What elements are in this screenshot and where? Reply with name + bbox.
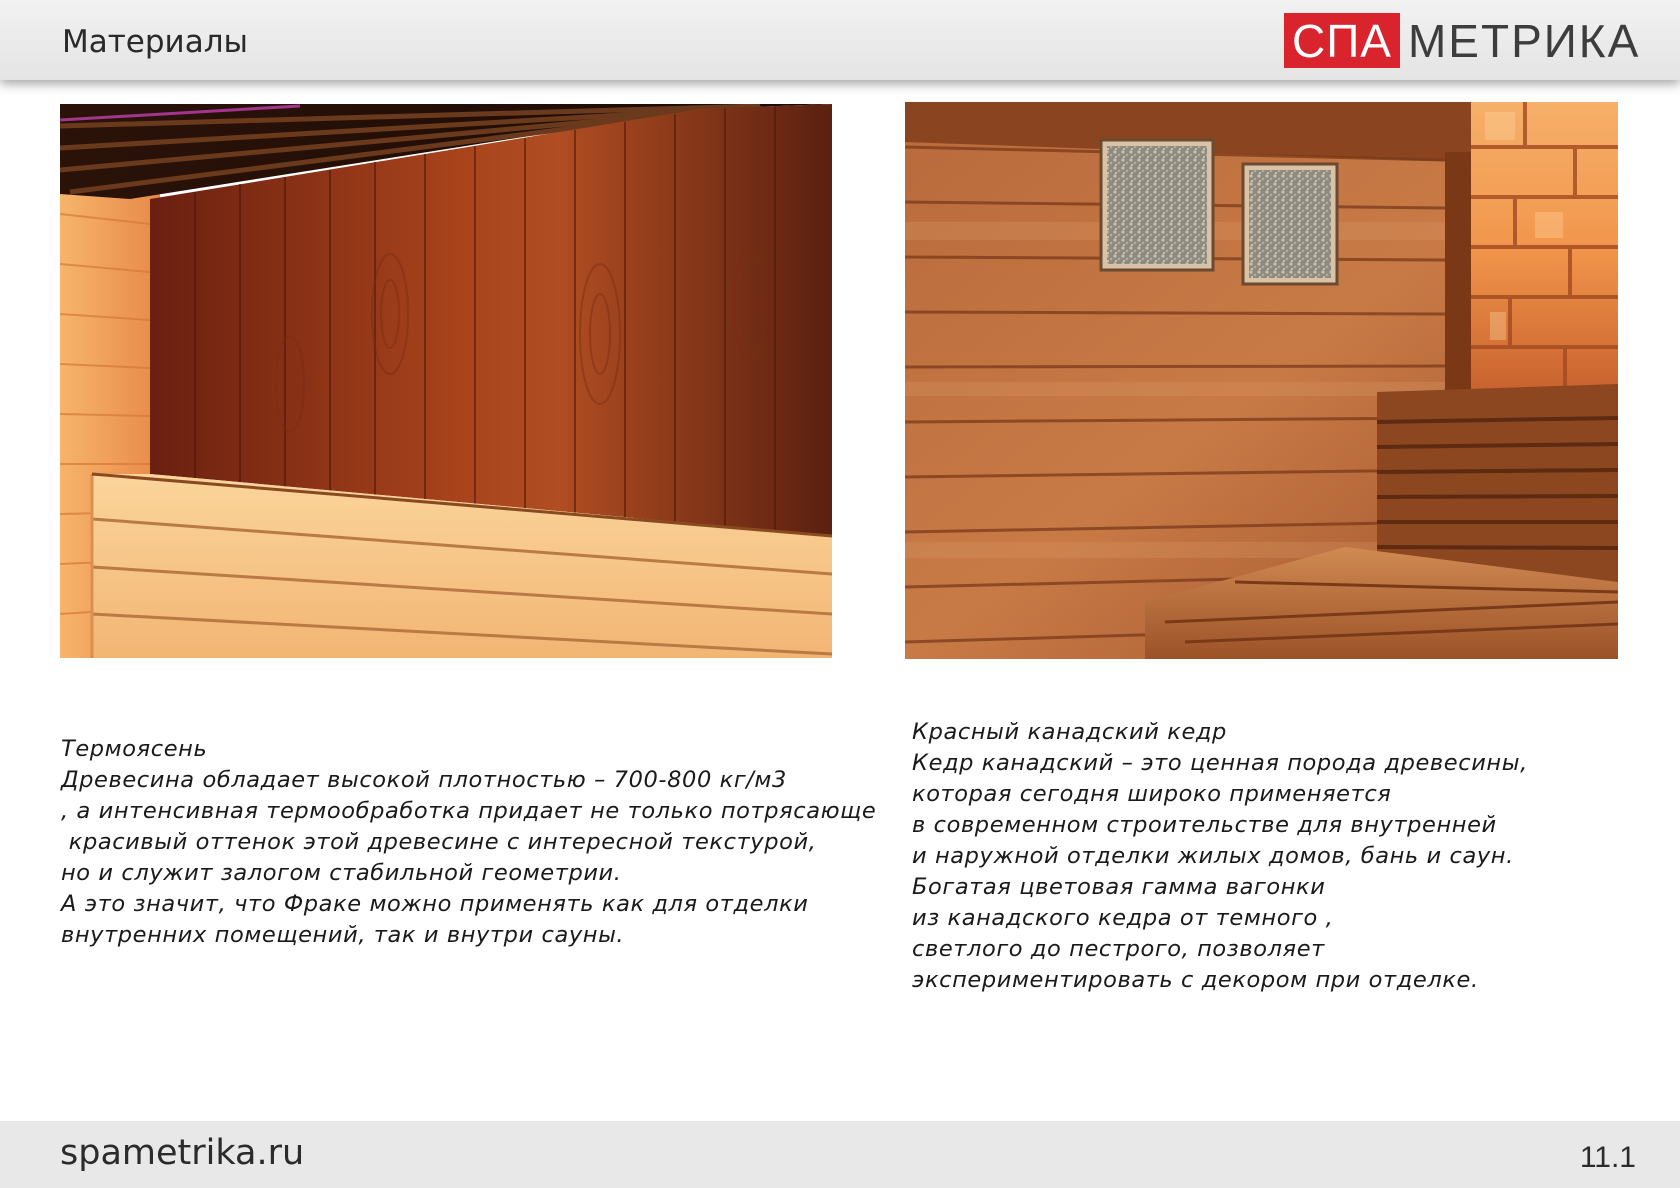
company-logo [1284,13,1640,68]
section-title: Материалы [62,24,248,60]
description-line: Богатая цветовая гамма вагонки [912,874,1326,900]
description-line: и наружной отделки жилых домов, бань и саун. [912,843,1514,869]
description-line: светлого до пестрого, позволяет [912,936,1325,962]
description-line: экспериментировать с декором при отделке. [912,967,1479,993]
description-line: которая сегодня широко применяется [912,781,1392,807]
red-cedar-title: Красный канадский кедр [912,719,1227,745]
page-footer [0,1121,1680,1188]
description-line: в современном строительстве для внутренней [912,812,1497,838]
thermo-ash-title: Термоясень [61,736,208,762]
website-link[interactable]: spametrika.ru [60,1133,305,1173]
description-line: красивый оттенок этой древесине с интересной текстурой, [61,829,817,855]
description-line: , а интенсивная термообработка придает не только потрясающе [61,798,877,824]
red-cedar-description [912,717,1612,996]
logo-spa-mark: СПА [1284,13,1400,68]
description-line: из канадского кедра от темного , [912,905,1334,931]
red-cedar-photo [905,102,1618,659]
thermo-ash-photo [60,104,832,658]
description-line: Кедр канадский – это ценная порода древесины, [912,750,1528,776]
description-line: внутренних помещений, так и внутри сауны. [61,922,625,948]
page-header [0,0,1680,80]
page-number: 11.1 [1579,1141,1636,1174]
description-line: А это значит, что Фраке можно применять как для отделки [61,891,809,917]
description-line: но и служит залогом стабильной геометрии. [61,860,622,886]
description-line: Древесина обладает высокой плотностью – 700-800 кг/м3 [61,767,787,793]
logo-metrika-text: МЕТРИКА [1407,14,1641,67]
thermo-ash-description [61,734,881,951]
